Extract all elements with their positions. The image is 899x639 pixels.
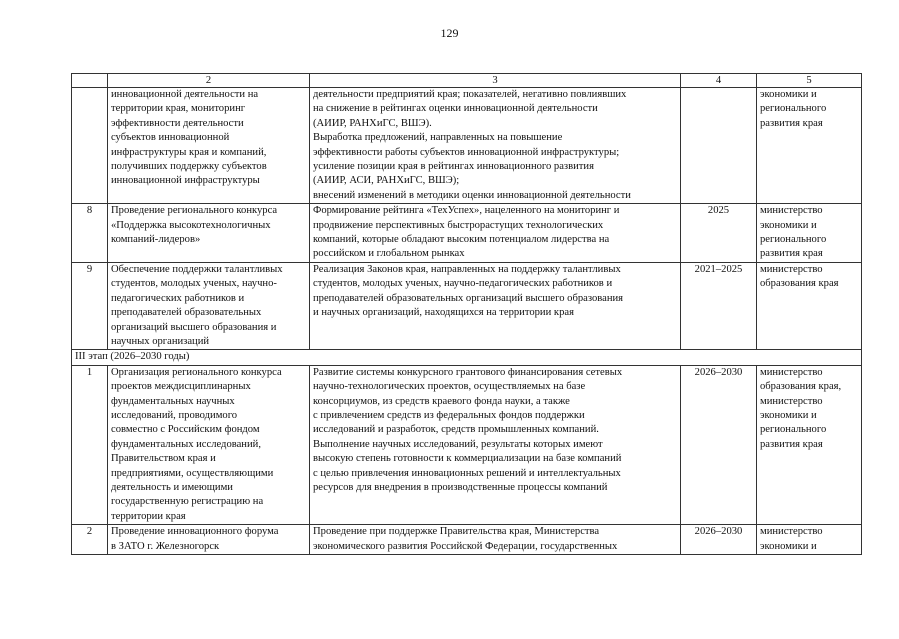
col-header-2: 2 — [108, 74, 310, 88]
result-line: студентов, молодых ученых, научно-педагогических работников и — [313, 278, 613, 290]
executor-cell — [757, 204, 862, 263]
event-line: инновационной деятельности на — [111, 89, 259, 100]
event-cell — [108, 262, 310, 349]
event-line: Правительством края и — [111, 453, 216, 465]
event-line: преподавателей образовательных — [111, 307, 262, 319]
result-line: компаний, которые обладают высоким потенциалом лидерства на — [313, 234, 610, 246]
result-line: внесений изменений в методики оценки инновационной деятельности — [313, 189, 631, 201]
event-cell — [108, 204, 310, 263]
result-line: на снижение в рейтингах оценки инновационной деятельности — [313, 103, 598, 115]
event-line: инновационной инфраструктуры — [111, 175, 260, 187]
event-line: территории края, мониторинг — [111, 103, 246, 115]
table-row — [72, 204, 862, 263]
executor-line: экономики и — [760, 89, 817, 100]
result-line: научно-технологических проектов, осуществляемых на базе — [313, 381, 586, 393]
executor-line: министерство — [760, 366, 823, 378]
result-line: Формирование рейтинга «ТехУспех», нацеленного на мониторинг и — [313, 205, 620, 217]
row-number: 8 — [72, 204, 108, 263]
executor-cell — [757, 262, 862, 349]
executor-line: образования края, — [760, 381, 842, 393]
executor-line: экономики и — [760, 219, 817, 231]
row-number: 2 — [72, 525, 108, 555]
executor-line: министерство — [760, 205, 823, 217]
col-header-4: 4 — [681, 74, 757, 88]
event-line: в ЗАТО г. Железногорск — [111, 540, 220, 552]
executor-line: министерство — [760, 526, 823, 538]
result-line: экономического развития Российской Федерации, государственных — [313, 540, 618, 552]
result-line: с целью привлечения инновационных решений и интеллектуальных — [313, 467, 621, 479]
column-number-header-row — [72, 74, 862, 88]
result-line: Развитие системы конкурсного грантового финансирования сетевых — [313, 366, 623, 378]
event-line: Проведение инновационного форума — [111, 526, 279, 538]
result-cell — [310, 262, 681, 349]
executor-line: регионального — [760, 103, 827, 115]
page-number: 129 — [440, 26, 459, 40]
result-line: эффективности работы субъектов инновационной инфраструктуры; — [313, 146, 620, 158]
executor-cell — [757, 88, 862, 204]
executor-cell — [757, 365, 862, 524]
table-row — [72, 88, 862, 204]
result-line: высокую степень готовности к коммерциализации на базе компаний — [313, 453, 622, 465]
result-cell — [310, 204, 681, 263]
result-line: ресурсов для внедрения в производственные процессы компаний — [313, 481, 608, 493]
result-line: Выполнение научных исследований, результаты которых имеют — [313, 438, 603, 450]
executor-line: экономики и — [760, 540, 817, 552]
event-line: эффективности деятельности — [111, 117, 244, 129]
period-cell: 2021–2025 — [681, 262, 757, 349]
event-line: получивших поддержку субъектов — [111, 161, 267, 173]
event-line: Обеспечение поддержки талантливых — [111, 263, 283, 275]
period-cell — [681, 88, 757, 204]
executor-line: развития края — [760, 248, 823, 260]
event-line: предприятиями, осуществляющими — [111, 467, 274, 479]
event-line: проектов междисциплинарных — [111, 381, 251, 393]
row-number: 9 — [72, 262, 108, 349]
row-number: 1 — [72, 365, 108, 524]
table-row — [72, 525, 862, 555]
result-line: и научных организаций, находящихся на территории края — [313, 307, 574, 319]
event-line: государственную регистрацию на — [111, 496, 264, 508]
col-header-3: 3 — [310, 74, 681, 88]
event-line: совместно с Российским фондом — [111, 424, 260, 436]
executor-line: развития края — [760, 117, 823, 129]
executor-line: развития края — [760, 438, 823, 450]
result-line: исследований и разработок, средств промышленных компаний. — [313, 424, 599, 436]
executor-line: образования края — [760, 278, 839, 290]
executor-line: регионального — [760, 424, 827, 436]
result-line: преподавателей образовательных организаций высшего образования — [313, 292, 624, 304]
result-line: деятельности предприятий края; показателей, негативно повлиявших — [313, 89, 627, 100]
event-line: научных организаций — [111, 335, 210, 347]
col-header-5: 5 — [757, 74, 862, 88]
result-line: российском и глобальном рынках — [313, 248, 465, 260]
measures-table — [71, 73, 862, 555]
executor-cell — [757, 525, 862, 555]
event-line: Организация регионального конкурса — [111, 366, 282, 378]
event-line: деятельность и имеющими — [111, 481, 233, 493]
executor-line: регионального — [760, 234, 827, 246]
event-cell — [108, 88, 310, 204]
period-cell: 2026–2030 — [681, 365, 757, 524]
col-header-1 — [72, 74, 108, 88]
event-line: «Поддержка высокотехнологичных — [111, 219, 271, 231]
executor-line: экономики и — [760, 409, 817, 421]
event-line: Проведение регионального конкурса — [111, 205, 278, 217]
executor-line: министерство — [760, 263, 823, 275]
table-row — [72, 262, 862, 349]
result-cell — [310, 88, 681, 204]
row-number — [72, 88, 108, 204]
result-line: (АИИР, РАНХиГС, ВШЭ). — [313, 117, 432, 129]
event-line: педагогических работников и — [111, 292, 245, 304]
event-cell — [108, 525, 310, 555]
event-line: организаций высшего образования и — [111, 321, 277, 333]
result-line: продвижение перспективных быстрорастущих технологических — [313, 219, 604, 231]
event-line: субъектов инновационной — [111, 132, 230, 144]
stage-label: III этап (2026–2030 годы) — [72, 350, 862, 365]
result-cell — [310, 365, 681, 524]
result-line: усиление позиции края в рейтингах инновационного развития — [313, 161, 594, 173]
result-cell — [310, 525, 681, 555]
executor-line: министерство — [760, 395, 823, 407]
event-line: инфраструктуры края и компаний, — [111, 146, 267, 158]
result-line: Проведение при поддержке Правительства края, Министерства — [313, 526, 600, 538]
table-row — [72, 365, 862, 524]
result-line: Реализация Законов края, направленных на поддержку талантливых — [313, 263, 621, 275]
event-line: студентов, молодых ученых, научно- — [111, 278, 277, 290]
result-line: консорциумов, из средств краевого фонда науки, а также — [313, 395, 570, 407]
event-line: компаний-лидеров» — [111, 234, 201, 246]
result-line: с привлечением средств из федеральных фондов поддержки — [313, 409, 585, 421]
event-line: исследований, проводимого — [111, 409, 238, 421]
event-line: территории края — [111, 510, 186, 522]
stage-row — [72, 350, 862, 365]
result-line: (АИИР, АСИ, РАНХиГС, ВШЭ); — [313, 175, 460, 187]
event-line: фундаментальных научных — [111, 395, 235, 407]
result-line: Выработка предложений, направленных на повышение — [313, 132, 563, 144]
event-cell — [108, 365, 310, 524]
period-cell: 2025 — [681, 204, 757, 263]
event-line: фундаментальных исследований, — [111, 438, 261, 450]
period-cell: 2026–2030 — [681, 525, 757, 555]
